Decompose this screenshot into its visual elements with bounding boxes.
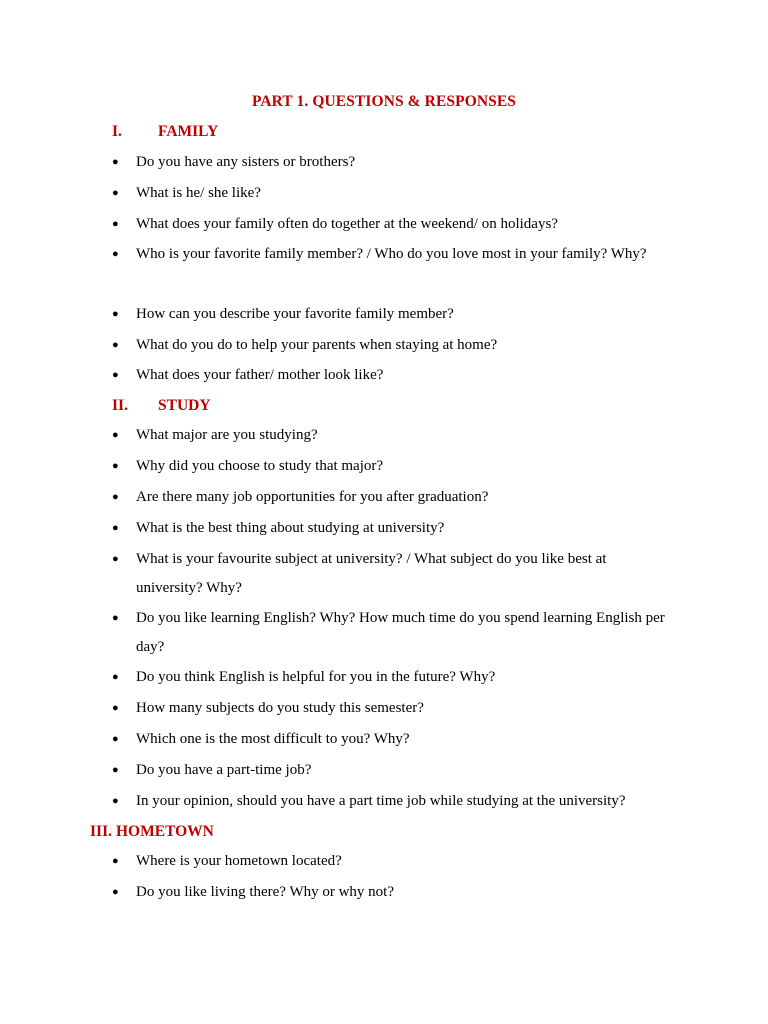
bullet-icon: ●	[112, 460, 119, 472]
section-label: FAMILY	[158, 123, 219, 140]
list-item: ● Why did you choose to study that major?	[112, 452, 672, 481]
section-number: II.	[112, 397, 128, 414]
section-number: III.	[90, 823, 112, 840]
list-item: ● What is he/ she like?	[112, 179, 672, 208]
list-item: ● What is the best thing about studying at university?	[112, 514, 672, 543]
bullet-icon: ●	[112, 702, 119, 714]
list-item: ● What is your favourite subject at university? / What subject do you like best at university? Why?	[112, 545, 672, 603]
list-item: ● Do you think English is helpful for you in the future? Why?	[112, 663, 672, 692]
list-item: ● Do you like living there? Why or why not?	[112, 878, 672, 907]
section-heading-family	[112, 123, 218, 141]
list-item: ● What does your family often do together at the weekend/ on holidays?	[112, 210, 672, 239]
list-item: ● Do you have any sisters or brothers?	[112, 148, 672, 177]
section-heading-study	[112, 397, 211, 415]
list-item: ● How can you describe your favorite family member?	[112, 300, 672, 329]
bullet-icon: ●	[112, 612, 119, 624]
bullet-icon: ●	[112, 733, 119, 745]
section-label: HOMETOWN	[115, 823, 214, 840]
page-title: PART 1. QUESTIONS & RESPONSES	[251, 93, 517, 110]
list-item: ● Are there many job opportunities for you after graduation?	[112, 483, 672, 512]
bullet-icon: ●	[112, 886, 119, 898]
bullet-icon: ●	[112, 248, 119, 260]
bullet-icon: ●	[112, 218, 119, 230]
list-item: ● What does your father/ mother look like?	[112, 361, 672, 390]
list-item: ● Who is your favorite family member? / Who do you love most in your family? Why?	[112, 240, 672, 269]
list-item: ● Which one is the most difficult to you? Why?	[112, 725, 672, 754]
list-item: ● What major are you studying?	[112, 421, 672, 450]
bullet-icon: ●	[112, 671, 119, 683]
bullet-icon: ●	[112, 795, 119, 807]
bullet-icon: ●	[112, 429, 119, 441]
list-item: ● What do you do to help your parents when staying at home?	[112, 331, 672, 360]
bullet-icon: ●	[112, 187, 119, 199]
list-item: ● Where is your hometown located?	[112, 847, 672, 876]
bullet-icon: ●	[112, 491, 119, 503]
bullet-icon: ●	[112, 855, 119, 867]
bullet-icon: ●	[112, 339, 119, 351]
section-label: STUDY	[158, 397, 211, 414]
section-number: I.	[112, 123, 122, 140]
list-item: ● Do you have a part-time job?	[112, 756, 672, 785]
list-item: ● How many subjects do you study this semester?	[112, 694, 672, 723]
bullet-icon: ●	[112, 369, 119, 381]
bullet-icon: ●	[112, 156, 119, 168]
list-item: ● Do you like learning English? Why? How much time do you spend learning English per day?	[112, 604, 672, 662]
section-heading-hometown	[90, 823, 214, 841]
bullet-icon: ●	[112, 764, 119, 776]
list-item: ● In your opinion, should you have a part time job while studying at the university?	[112, 787, 672, 816]
bullet-icon: ●	[112, 553, 119, 565]
bullet-icon: ●	[112, 522, 119, 534]
bullet-icon: ●	[112, 308, 119, 320]
